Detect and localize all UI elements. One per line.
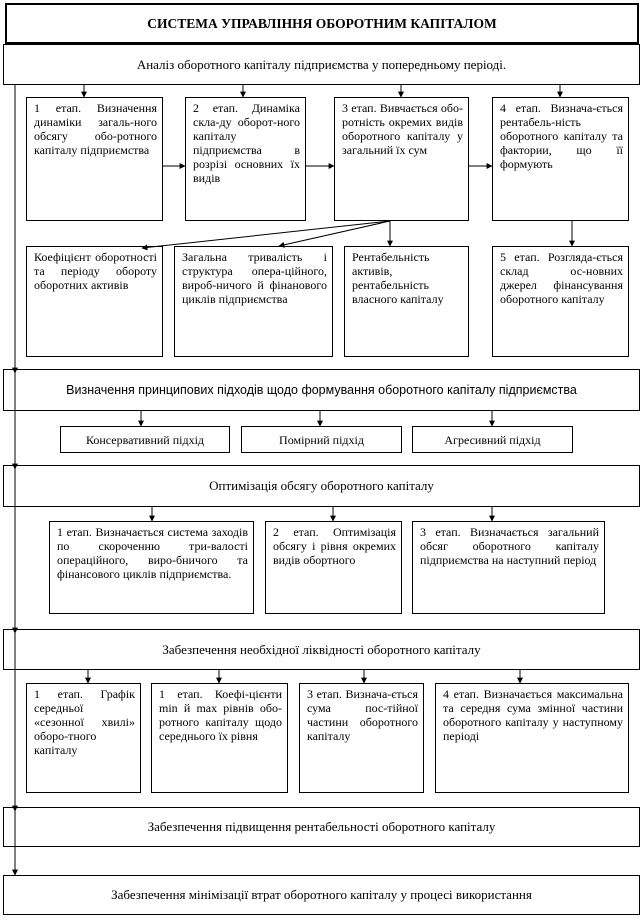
section-optimization-header: Оптимізація обсягу оборотного капіталу [3, 465, 640, 507]
liquidity-stage-1: 1 етап. Графік середньої «сезонної хвилі» оборо-тного капіталу [26, 683, 141, 793]
approach-conservative: Консервативний підхід [60, 426, 230, 453]
liquidity-stage-2: 1 етап. Коефі-цієнти min й max рівнів обо-ротного капіталу щодо середнього їх рівня [151, 683, 288, 793]
section-liquidity-header: Забезпечення необхідної ліквідності оборотного капіталу [3, 629, 640, 670]
section-loss-minimization-header: Забезпечення мінімізації втрат оборотного капіталу у процесі використання [3, 875, 640, 915]
section-analysis-header: Аналіз оборотного капіталу підприємства у попередньому періоді. [3, 44, 640, 85]
optimization-stage-1: 1 етап. Визначається система заходів по скороченню три-валості операційного, виро-бничого та фінансового циклів підприємства. [49, 521, 254, 614]
liquidity-stage-3: 3 етап. Визнача-ється сума пос-тійної частини оборотного капіталу [299, 683, 424, 793]
analysis-stage-5: 5 етап. Розгляда-ється склад ос-новних джерел фінансування оборотного капіталу [492, 246, 629, 357]
section-profitability-header: Забезпечення підвищення рентабельності оборотного капіталу [3, 807, 640, 847]
analysis-stage-1: 1 етап. Визначення динаміки загаль-ного обсягу обо-ротного капіталу підприємства [26, 97, 163, 221]
section-approaches-header: Визначення принципових підходів щодо формування оборотного капіталу підприємства [3, 369, 640, 411]
optimization-stage-2: 2 етап. Оптимізація обсягу і рівня окремих видів обортного [265, 521, 402, 614]
turnover-ratio-box: Коефіцієнт оборотності та періоду обороту оборотних активів [26, 246, 163, 357]
cycle-duration-box: Загальна тривалість і структура опера-ційного, вироб-ничого й фінанового циклів підприємства [174, 246, 333, 357]
optimization-stage-3: 3 етап. Визначається загальний обсяг оборотного капіталу підприємства на наступний період [412, 521, 605, 614]
diagram-title: СИСТЕМА УПРАВЛІННЯ ОБОРОТНИМ КАПІТАЛОМ [5, 3, 639, 44]
profitability-box: Рентабельність активів, рентабельність власного капіталу [344, 246, 469, 357]
approach-aggressive: Агресивний підхід [412, 426, 573, 453]
liquidity-stage-4: 4 етап. Визначається максимальна та середня сума змінної частини оборотного капіталу у наступному періоді [435, 683, 629, 793]
analysis-stage-4: 4 етап. Визнача-ється рентабель-ність оборотного капіталу та фактории, що її формують [492, 97, 629, 221]
analysis-stage-2: 2 етап. Динаміка скла-ду оборот-ного капіталу підприємства в розрізі основних їх видів [185, 97, 306, 221]
approach-moderate: Помірний підхід [241, 426, 402, 453]
analysis-stage-3: 3 етап. Вивчається обо-ротність окремих видів оборотного капіталу у загальний їх сум [334, 97, 469, 221]
